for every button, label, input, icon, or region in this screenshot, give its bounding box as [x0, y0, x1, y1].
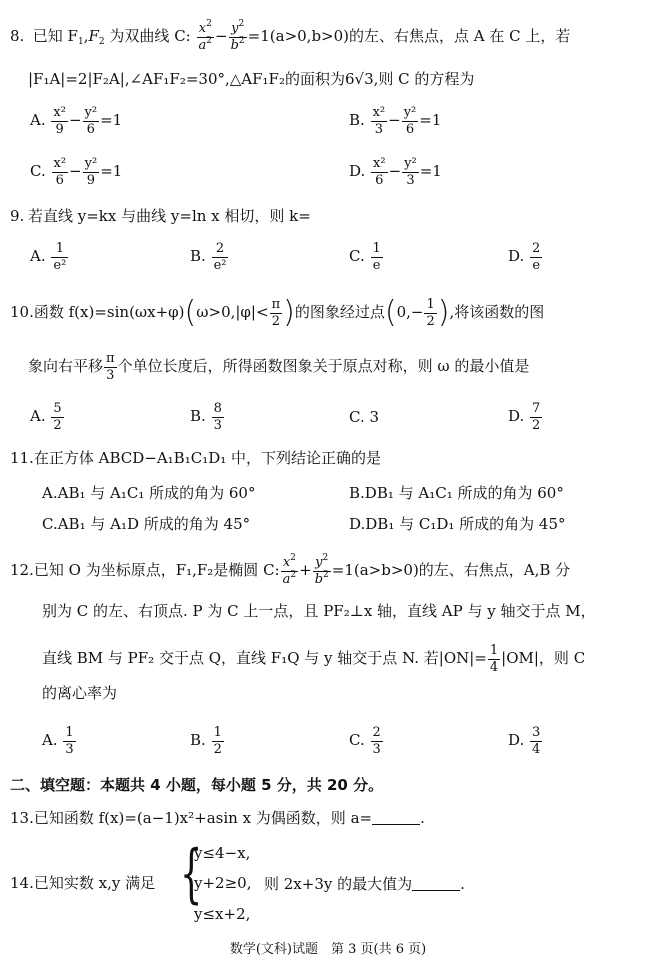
- q11-option-c[interactable]: C.AB₁ 与 A₁D 所成的角为 45°: [42, 515, 251, 533]
- q13-stem: 13.已知函数 f(x)=(a−1)x²+asin x 为偶函数，则 a= .: [10, 809, 425, 827]
- q12-option-b[interactable]: B. $\frac{1}{2}$: [190, 725, 222, 757]
- q14-constraint-3: y≤x+2,: [194, 905, 251, 923]
- q14-constraint-1: y≤4−x,: [194, 844, 251, 862]
- q14-stem: 14.已知实数 x,y 满足: [10, 874, 156, 892]
- page-footer: 数学(文科)试题 第 3 页(共 6 页): [229, 942, 427, 957]
- q11-stem: 11.在正方体 ABCD−A₁B₁C₁D₁ 中，下列结论正确的是: [10, 449, 382, 467]
- q14-constraint-2: y+2≥0,: [194, 874, 252, 892]
- q8-text-c: =1(a>0,b>0)的左、右焦点，点 A 在 C 上，若: [247, 27, 571, 46]
- q10-option-c[interactable]: C. 3: [349, 408, 380, 426]
- q12-option-a[interactable]: A. $\frac{1}{3}$: [42, 725, 74, 757]
- q10-line1: 10.函数 f(x)=sin(ωx+φ)(ω>0,|φ|< $\frac{\pi}{2}$ )的图象经过点(0,− $\frac{1}{2}$ ),将该函数的图: [10, 295, 545, 331]
- section-heading: 二、填空题：本题共 4 小题，每小题 5 分，共 20 分。: [10, 776, 384, 794]
- q14-answer-blank[interactable]: [412, 876, 460, 891]
- q12-option-c[interactable]: C. $\frac{2}{3}$: [349, 725, 381, 757]
- q12-line2: 别为 C 的左、右顶点. P 为 C 上一点，且 PF₂⊥x 轴，直线 AP 与 y 轴交于点 M，: [42, 602, 596, 620]
- q8-number: 8.: [10, 27, 25, 46]
- q8-option-b[interactable]: B. $\frac{\text{x²}}{3}$ − $\frac{\text{y²}}{6}$ =1: [349, 105, 442, 137]
- q12-line1: 12.已知 O 为坐标原点，F₁,F₂是椭圆 C: $\frac{x^2}{a^2}$ + $\frac{y^2}{b^2}$ =1(a>b>0)的左、右焦点，A,B 分: [10, 553, 571, 587]
- q10-line2: 象向右平移 $\frac{\pi}{3}$ 个单位长度后，所得函数图象关于原点对称，则 ω 的最小值是: [28, 351, 530, 383]
- q14-system-brace: {: [180, 837, 203, 911]
- q11-option-a[interactable]: A.AB₁ 与 A₁C₁ 所成的角为 60°: [42, 484, 256, 502]
- q12-line3: 直线 BM 与 PF₂ 交于点 Q，直线 F₁Q 与 y 轴交于点 N. 若|ON|= $\frac{1}{4}$ |OM|，则 C: [42, 643, 586, 675]
- q10-option-b[interactable]: B. $\frac{8}{3}$: [190, 401, 222, 433]
- q9-option-d[interactable]: D. $\frac{2}{e}$: [508, 241, 541, 273]
- q11-option-d[interactable]: D.DB₁ 与 C₁D₁ 所成的角为 45°: [349, 515, 566, 533]
- q12-option-d[interactable]: D. $\frac{3}{4}$: [508, 725, 541, 757]
- q8-option-a[interactable]: A. $\frac{\text{x²}}{9}$ − $\frac{\text{y²}}{6}$ =1: [30, 105, 123, 137]
- q12-line4: 的离心率为: [42, 684, 118, 702]
- q8-line1: 8. 已知 $F_1,F_2$ 为双曲线 C: $\frac{x^2}{a^2}$ − $\frac{y^2}{b^2}$ =1(a>0,b>0)的左、右焦点，点 A 在 C 上，若: [10, 19, 571, 53]
- q8-option-c[interactable]: C. $\frac{\text{x²}}{6}$ − $\frac{\text{y²}}{9}$ =1: [30, 156, 123, 188]
- q11-option-b[interactable]: B.DB₁ 与 A₁C₁ 所成的角为 60°: [349, 484, 564, 502]
- q8-text-a: 已知 F: [32, 27, 78, 46]
- q9-stem: 9. 若直线 y=kx 与曲线 y=ln x 相切，则 k=: [10, 207, 311, 225]
- q10-option-a[interactable]: A. $\frac{5}{2}$: [30, 401, 62, 433]
- q8-text-b: 为双曲线 C:: [109, 27, 191, 46]
- q9-option-a[interactable]: A. $\frac{1}{\text{e²}}$: [30, 241, 67, 273]
- q8-option-d[interactable]: D. $\frac{\text{x²}}{6}$ − $\frac{\text{y²}}{3}$ =1: [349, 156, 442, 188]
- q14-tail: 则 2x+3y 的最大值为 .: [264, 875, 465, 893]
- q13-answer-blank[interactable]: [372, 810, 420, 825]
- q9-option-b[interactable]: B. $\frac{2}{\text{e²}}$: [190, 241, 227, 273]
- q8-line2: |F₁A|=2|F₂A|,∠AF₁F₂=30°,△AF₁F₂的面积为6√3,则 C 的方程为: [28, 70, 475, 88]
- q9-option-c[interactable]: C. $\frac{1}{e}$: [349, 241, 381, 273]
- q10-option-d[interactable]: D. $\frac{7}{2}$: [508, 401, 541, 433]
